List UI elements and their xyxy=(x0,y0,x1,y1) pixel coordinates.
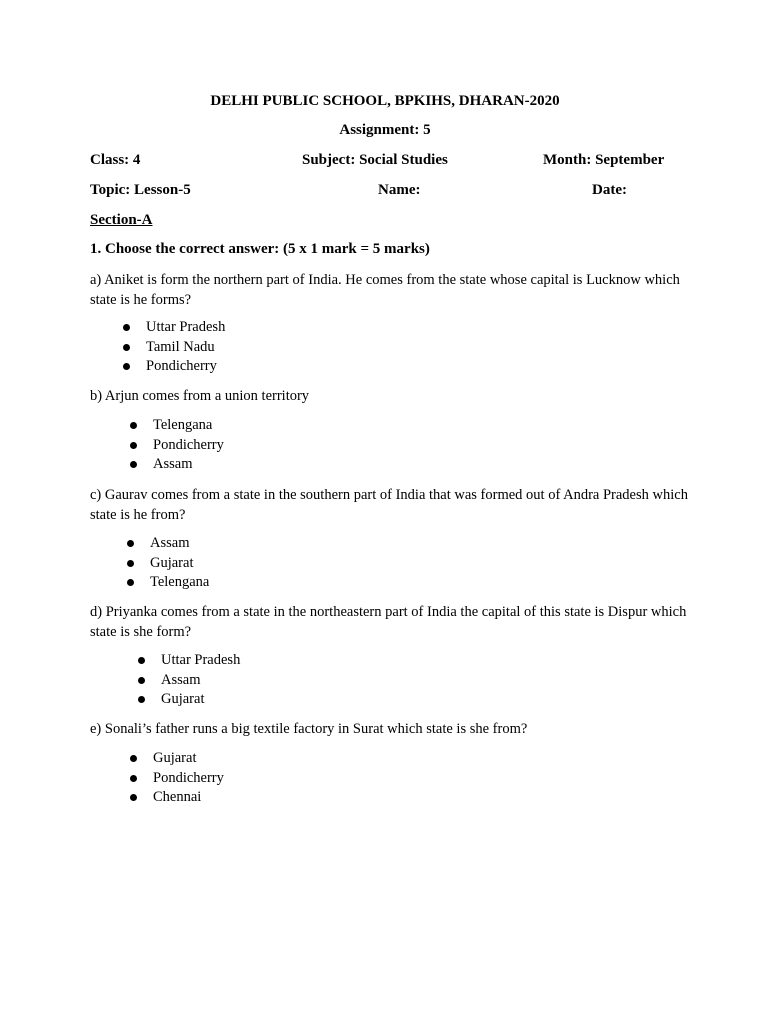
date-label: Date: xyxy=(592,182,627,198)
option-label: Chennai xyxy=(153,789,202,805)
bullet-icon xyxy=(127,540,134,547)
bullet-icon xyxy=(138,657,145,664)
option-label: Gujarat xyxy=(153,750,197,766)
option-item xyxy=(150,573,209,593)
school-title: DELHI PUBLIC SCHOOL, BPKIHS, DHARAN-2020 xyxy=(210,93,560,109)
bullet-icon xyxy=(130,775,137,782)
option-label: Pondicherry xyxy=(153,436,224,453)
option-item xyxy=(146,318,225,338)
option-label: Gujarat xyxy=(150,554,194,571)
option-label: Assam xyxy=(150,535,190,551)
bullet-icon xyxy=(123,363,130,370)
bullet-icon xyxy=(138,696,145,703)
option-item xyxy=(150,534,209,554)
option-label: Assam xyxy=(153,456,193,472)
options-b xyxy=(153,416,224,475)
bullet-icon xyxy=(130,794,137,801)
option-label: Pondicherry xyxy=(146,358,217,374)
topic-label: Topic: Lesson-5 xyxy=(90,182,191,198)
question-a: a) Aniket is form the northern part of India. He comes from the state whose capital is Lucknow which state is he forms? xyxy=(90,272,680,308)
option-label: Uttar Pradesh xyxy=(161,652,241,668)
name-label: Name: xyxy=(378,182,421,198)
bullet-icon xyxy=(123,324,130,331)
option-item xyxy=(161,671,240,691)
month-label: Month: September xyxy=(543,152,665,168)
bullet-icon xyxy=(127,560,134,567)
options-a xyxy=(146,318,225,377)
subject-label: Subject: Social Studies xyxy=(302,152,448,168)
option-label: Uttar Pradesh xyxy=(146,319,226,335)
bullet-icon xyxy=(130,442,137,449)
option-item xyxy=(153,769,224,789)
options-d xyxy=(161,651,240,710)
option-label: Gujarat xyxy=(161,691,205,707)
bullet-icon xyxy=(138,677,145,684)
bullet-icon xyxy=(123,344,130,351)
class-label: Class: 4 xyxy=(90,152,141,168)
option-item xyxy=(161,690,240,710)
option-label: Telengana xyxy=(150,574,210,590)
question-e: e) Sonali’s father runs a big textile factory in Surat which state is she from? xyxy=(90,721,528,737)
section-heading: Section-A xyxy=(90,212,153,228)
option-item xyxy=(146,357,225,377)
bullet-icon xyxy=(130,422,137,429)
bullet-icon xyxy=(127,579,134,586)
option-label: Assam xyxy=(161,671,201,688)
question-b: b) Arjun comes from a union territory xyxy=(90,388,310,404)
options-c xyxy=(150,534,209,593)
bullet-icon xyxy=(130,461,137,468)
option-item xyxy=(153,455,224,475)
option-item xyxy=(153,416,224,436)
option-item xyxy=(146,338,225,358)
option-label: Tamil Nadu xyxy=(146,338,215,355)
option-item xyxy=(153,436,224,456)
option-item xyxy=(153,749,224,769)
option-item xyxy=(150,554,209,574)
option-label: Telengana xyxy=(153,417,213,433)
option-item xyxy=(161,651,240,671)
option-label: Pondicherry xyxy=(153,769,224,786)
question-c: c) Gaurav comes from a state in the southern part of India that was formed out of Andra Pradesh which state is he from? xyxy=(90,487,688,523)
bullet-icon xyxy=(130,755,137,762)
options-e xyxy=(153,749,224,808)
option-item xyxy=(153,788,224,808)
instruction-heading: 1. Choose the correct answer: (5 x 1 mark = 5 marks) xyxy=(90,241,430,257)
question-d: d) Priyanka comes from a state in the northeastern part of India the capital of this state is Dispur which state is she form? xyxy=(90,604,687,640)
assignment-number: Assignment: 5 xyxy=(339,122,431,138)
